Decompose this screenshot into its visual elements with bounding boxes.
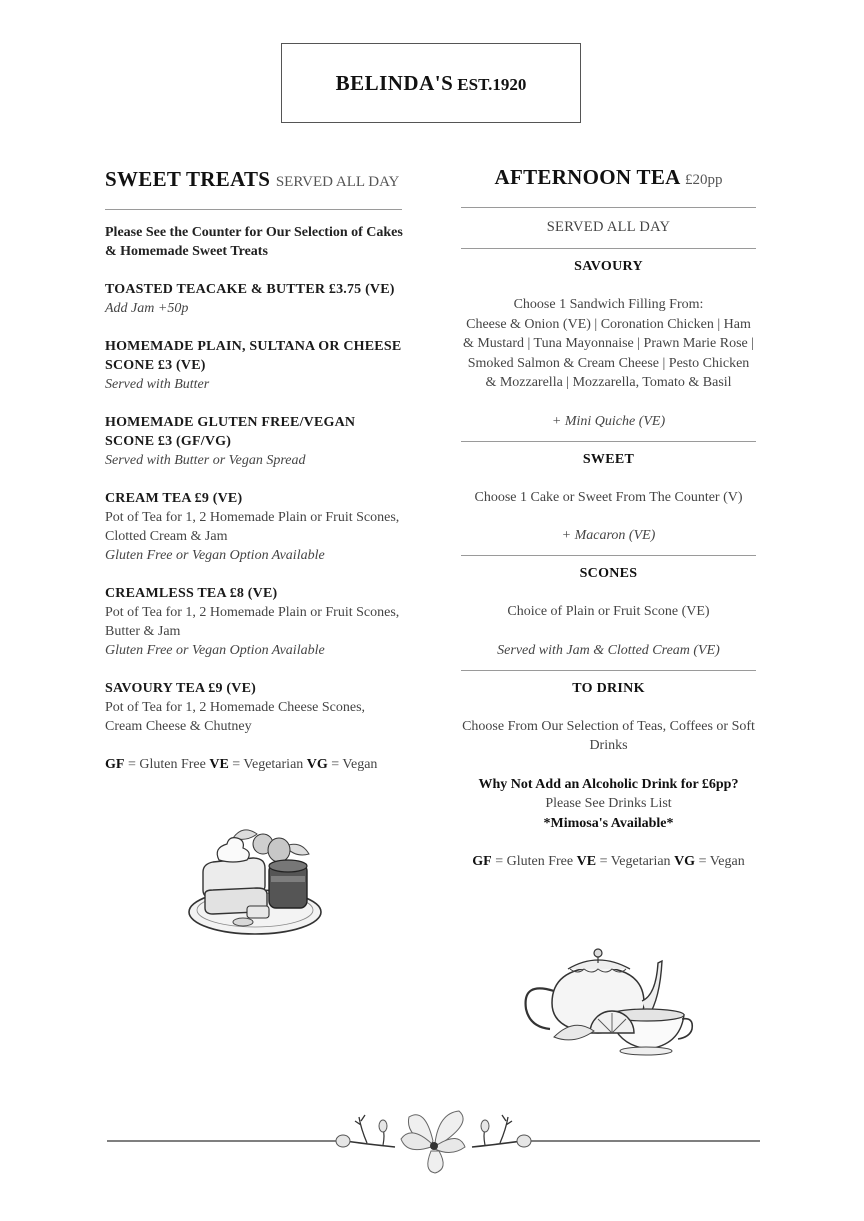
menu-item: [105, 489, 405, 565]
legend-gf-text: = Gluten Free: [491, 854, 577, 869]
menu-item: [105, 413, 405, 470]
menu-item-title: HOMEMADE PLAIN, SULTANA OR CHEESE SCONE £3 (VE): [105, 339, 402, 373]
legend-ve-text: = Vegetarian: [596, 854, 675, 869]
sweet-treats-intro: Please See the Counter for Our Selection of Cakes & Homemade Sweet Treats: [105, 225, 403, 259]
afternoon-tea-title: AFTERNOON TEA: [494, 165, 680, 189]
dietary-legend: [105, 755, 405, 774]
scones-body: Choice of Plain or Fruit Scone (VE): [507, 604, 710, 619]
afternoon-tea-heading: [461, 164, 756, 193]
sweet-treats-section: [105, 160, 405, 774]
legend-vg-text: = Vegan: [695, 854, 745, 869]
scone-cream-jam-illustration: [185, 820, 330, 940]
menu-item-note: Served with Butter: [105, 377, 210, 392]
menu-item: [105, 337, 405, 394]
savoury-intro: Choose 1 Sandwich Filling From:: [513, 297, 704, 312]
menu-item-title: TOASTED TEACAKE & BUTTER £3.75 (VE): [105, 282, 395, 297]
logo-box: [281, 43, 581, 123]
sweet-treats-heading: [105, 166, 405, 195]
menu-item: [105, 679, 405, 736]
legend-vg-text: = Vegan: [327, 757, 378, 772]
sweet-heading: SWEET: [582, 451, 635, 467]
scones-heading: SCONES: [579, 566, 638, 581]
mimosa-note: *Mimosa's Available*: [543, 815, 674, 831]
teapot-teacup-illustration: [520, 945, 695, 1080]
brand-name: BELINDA'S: [335, 70, 454, 95]
menu-item-desc: Pot of Tea for 1, 2 Homemade Plain or Fruit Scones, Clotted Cream & Jam: [105, 510, 400, 544]
drink-heading: TO DRINK: [572, 680, 645, 696]
menu-item-desc: Pot of Tea for 1, 2 Homemade Cheese Scones, Cream Cheese & Chutney: [105, 700, 366, 734]
scones-extra: Served with Jam & Clotted Cream (VE): [497, 642, 720, 658]
legend-vg: VG: [306, 757, 328, 772]
afternoon-tea-section: [461, 160, 756, 871]
legend-vg: VG: [674, 854, 696, 869]
menu-item-title: CREAM TEA £9 (VE): [105, 491, 243, 506]
menu-item: [105, 584, 405, 660]
legend-ve-text: = Vegetarian: [228, 757, 307, 772]
sweet-extra: + Macaron (VE): [561, 528, 656, 543]
legend-gf: GF: [105, 757, 125, 772]
legend-ve: VE: [209, 757, 229, 772]
menu-item-note: Gluten Free or Vegan Option Available: [105, 643, 325, 658]
menu-item: [105, 280, 405, 318]
menu-item-note: Gluten Free or Vegan Option Available: [105, 548, 325, 563]
menu-item-desc: Pot of Tea for 1, 2 Homemade Plain or Fruit Scones, Butter & Jam: [105, 605, 400, 639]
sweet-body: Choose 1 Cake or Sweet From The Counter (V): [474, 489, 743, 505]
menu-item-title: SAVOURY TEA £9 (VE): [105, 681, 256, 696]
sweet-treats-title: SWEET TREATS: [105, 167, 271, 191]
drinks-list-note: Please See Drinks List: [545, 796, 672, 811]
legend-gf-text: = Gluten Free: [124, 757, 210, 772]
divider: [105, 209, 402, 210]
afternoon-tea-served: SERVED ALL DAY: [546, 219, 671, 235]
menu-item-note: Add Jam +50p: [105, 301, 189, 316]
dietary-legend: [461, 852, 756, 871]
menu-item-title: HOMEMADE GLUTEN FREE/VEGAN SCONE £3 (GF/VG): [105, 415, 356, 449]
legend-gf: GF: [472, 854, 492, 869]
menu-item-title: CREAMLESS TEA £8 (VE): [105, 586, 278, 601]
logo: [336, 71, 527, 96]
afternoon-tea-price: £20pp: [685, 172, 723, 188]
savoury-extra: + Mini Quiche (VE): [551, 413, 666, 429]
brand-established: EST.1920: [457, 74, 527, 94]
sweet-treats-subtitle: SERVED ALL DAY: [275, 174, 400, 190]
legend-ve: VE: [576, 854, 597, 869]
drink-body: Choose From Our Selection of Teas, Coffees or Soft Drinks: [462, 718, 755, 753]
floral-divider: [105, 1105, 762, 1175]
alcohol-offer: Why Not Add an Alcoholic Drink for £6pp?: [478, 776, 739, 792]
savoury-fillings: Cheese & Onion (VE) | Coronation Chicken | Ham & Mustard | Tuna Mayonnaise | Prawn Marie Rose | Smoked Salmon & Cream Cheese | Pesto Chicken & Mozzarella | Mozzarella, Tomato & Basil: [462, 316, 755, 390]
menu-item-note: Served with Butter or Vegan Spread: [105, 453, 306, 468]
savoury-heading: SAVOURY: [574, 259, 643, 274]
